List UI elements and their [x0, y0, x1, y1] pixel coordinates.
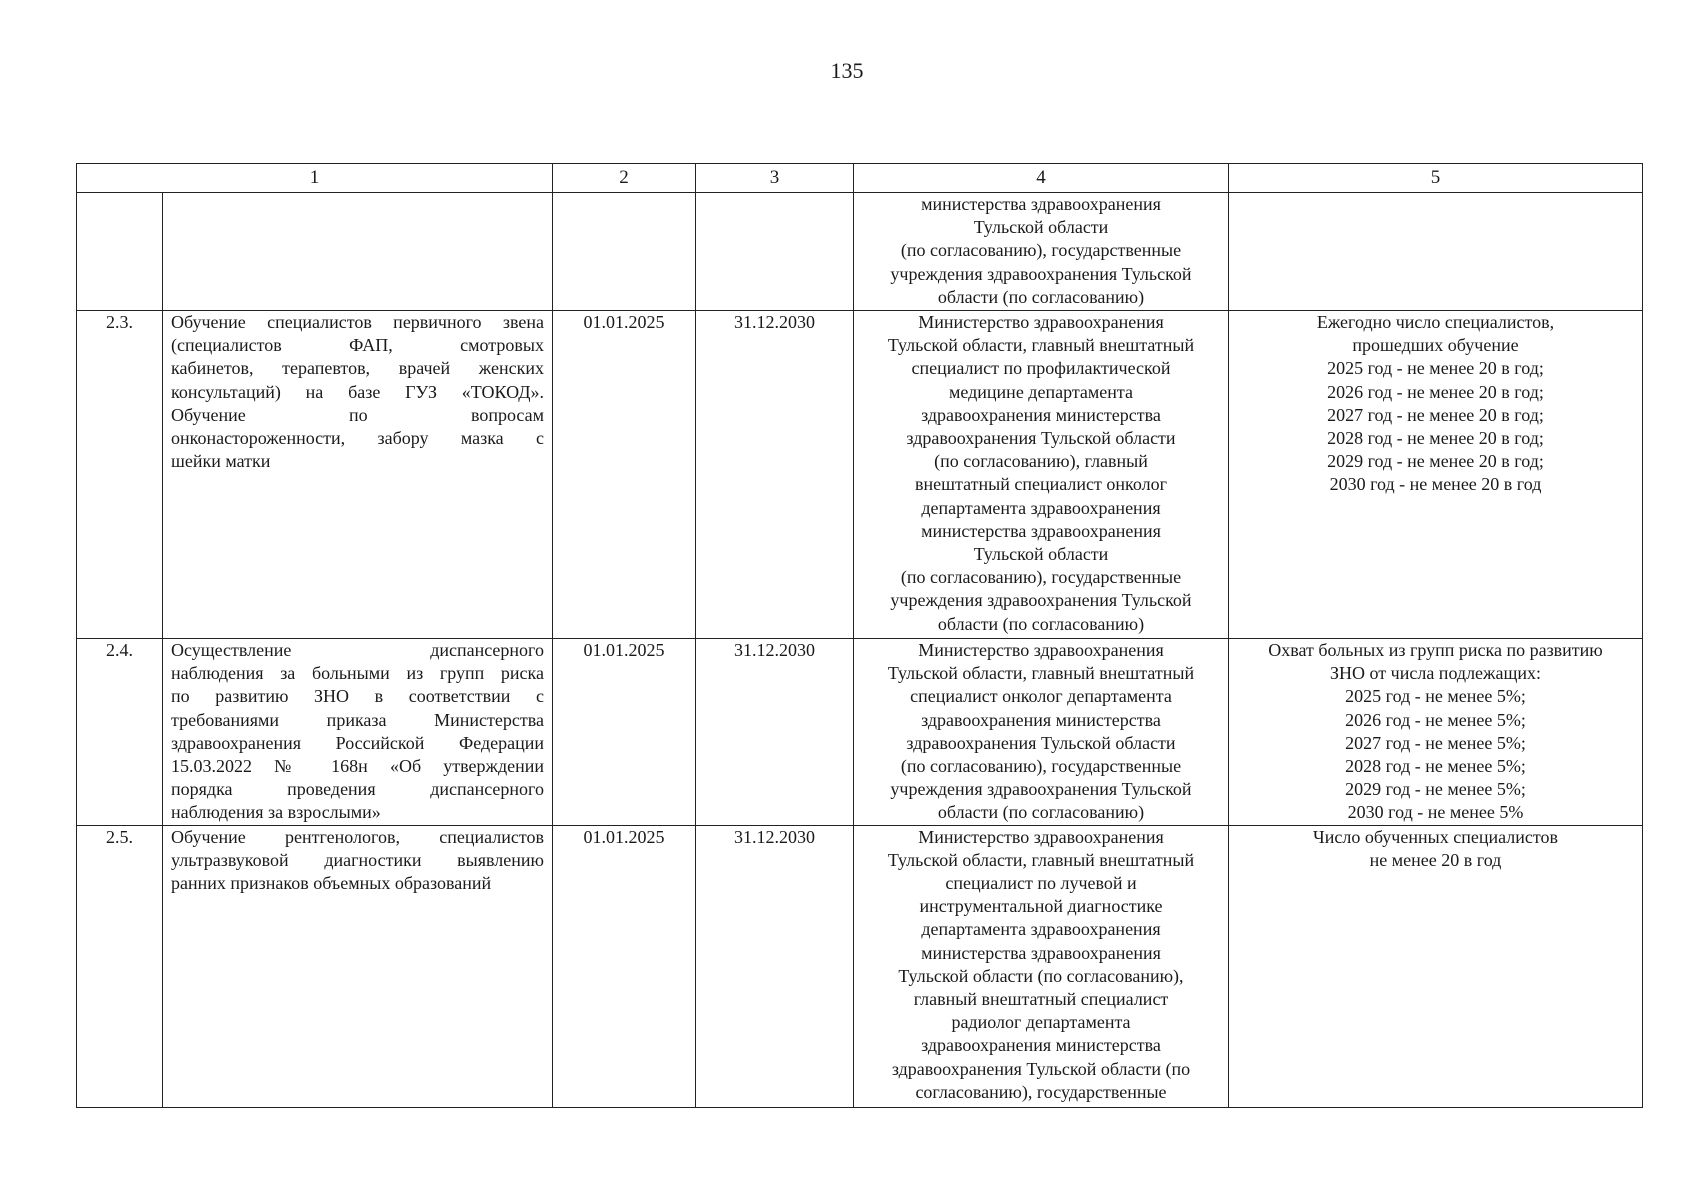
- expected-result-cell: [1229, 311, 1643, 639]
- text-line: (специалистов ФАП, смотровых: [171, 335, 544, 356]
- text-line: здравоохранения министерства: [921, 709, 1161, 730]
- executors-cell: [854, 311, 1229, 639]
- text-line: 2030 год - не менее 5%: [1347, 802, 1524, 823]
- text-line: 2025 год - не менее 20 в год;: [1327, 358, 1544, 379]
- text-line: Обучение специалистов первичного звена: [171, 312, 544, 332]
- text-line: специалист по лучевой и: [945, 873, 1137, 894]
- text-line: Министерство здравоохранения: [918, 312, 1164, 332]
- text-line: министерства здравоохранения: [921, 942, 1161, 963]
- text-line: радиолог департамента: [951, 1012, 1131, 1033]
- text-line: специалист онколог департамента: [910, 686, 1172, 707]
- cont-num-cell: [77, 193, 163, 311]
- table-row: [77, 639, 1643, 826]
- header-col-1: 1: [77, 164, 553, 193]
- executors-cell: [854, 825, 1229, 1107]
- text-line: здравоохранения министерства: [921, 1035, 1161, 1056]
- text-line: 2027 год - не менее 20 в год;: [1327, 404, 1544, 425]
- header-col-3: 3: [696, 164, 854, 193]
- cont-end-cell: [696, 193, 854, 311]
- text-line: здравоохранения Тульской области: [906, 428, 1176, 449]
- text-line: области (по согласованию): [937, 613, 1145, 634]
- text-line: требованиями приказа Министерства: [171, 709, 544, 730]
- measure-description-cell: [163, 825, 553, 1107]
- start-date-cell: 01.01.2025: [553, 311, 696, 639]
- cont-start-cell: [553, 193, 696, 311]
- text-line: Тульской области: [973, 544, 1109, 565]
- cont-desc-cell: [163, 193, 553, 311]
- text-line: 2029 год - не менее 20 в год;: [1327, 451, 1544, 472]
- text-line: шейки матки: [171, 451, 271, 472]
- text-line: ультразвуковой диагностики выявлению: [171, 849, 544, 870]
- text-line: министерства здравоохранения: [921, 194, 1161, 214]
- text-line: департамента здравоохранения: [921, 919, 1161, 940]
- text-line: инструментальной диагностике: [919, 896, 1163, 917]
- text-line: Тульской области, главный внештатный: [887, 335, 1195, 356]
- text-line: 15.03.2022 № 168н «Об утверждении: [171, 756, 544, 777]
- text-line: Обучение по вопросам: [171, 404, 544, 425]
- text-line: ранних признаков объемных образований: [171, 873, 492, 894]
- text-line: согласованию), государственные: [915, 1081, 1167, 1102]
- header-col-2: 2: [553, 164, 696, 193]
- end-date-cell: 31.12.2030: [696, 639, 854, 826]
- text-line: Осуществление диспансерного: [171, 640, 544, 660]
- measures-table: [76, 163, 1643, 1108]
- text-line: 2030 год - не менее 20 в год: [1329, 474, 1542, 495]
- text-line: не менее 20 в год: [1369, 849, 1502, 870]
- text-line: 2029 год - не менее 5%;: [1345, 779, 1526, 800]
- text-line: учреждения здравоохранения Тульской: [890, 779, 1192, 800]
- text-line: 2025 год - не менее 5%;: [1345, 686, 1526, 707]
- table-header-row: [77, 164, 1643, 193]
- measure-description-cell: [163, 639, 553, 826]
- text-line: Тульской области, главный внештатный: [887, 663, 1195, 684]
- text-line: 2028 год - не менее 20 в год;: [1327, 428, 1544, 449]
- text-line: внештатный специалист онколог: [915, 474, 1167, 495]
- text-line: учреждения здравоохранения Тульской: [890, 590, 1192, 611]
- cont-result-cell: [1229, 193, 1643, 311]
- text-line: здравоохранения Тульской области: [906, 732, 1176, 753]
- text-line: Число обученных специалистов: [1313, 826, 1558, 847]
- text-line: порядка проведения диспансерного: [171, 779, 544, 800]
- table-row: [77, 311, 1643, 639]
- text-line: кабинетов, терапевтов, врачей женских: [171, 358, 544, 379]
- text-line: специалист по профилактической: [911, 358, 1171, 379]
- cont-executor-cell: [854, 193, 1229, 311]
- text-line: здравоохранения Российской Федерации: [171, 732, 544, 753]
- start-date-cell: 01.01.2025: [553, 639, 696, 826]
- text-line: 2028 год - не менее 5%;: [1345, 756, 1526, 777]
- text-line: ЗНО от числа подлежащих:: [1330, 663, 1541, 684]
- text-line: области (по согласованию): [937, 286, 1145, 307]
- expected-result-cell: [1229, 825, 1643, 1107]
- text-line: главный внештатный специалист: [913, 989, 1169, 1010]
- row-number-cell: 2.3.: [77, 311, 163, 639]
- text-line: Ежегодно число специалистов,: [1316, 312, 1555, 332]
- text-line: наблюдения за взрослыми»: [171, 802, 381, 823]
- text-line: департамента здравоохранения: [921, 497, 1161, 518]
- text-line: Обучение рентгенологов, специалистов: [171, 826, 544, 847]
- text-line: здравоохранения министерства: [921, 404, 1161, 425]
- executors-cell: [854, 639, 1229, 826]
- text-line: учреждения здравоохранения Тульской: [890, 263, 1192, 284]
- header-col-4: 4: [854, 164, 1229, 193]
- text-line: (по согласованию), государственные: [900, 567, 1182, 588]
- continuation-row: [77, 193, 1643, 311]
- text-line: (по согласованию), государственные: [900, 240, 1182, 261]
- end-date-cell: 31.12.2030: [696, 311, 854, 639]
- page-number: 135: [830, 58, 864, 83]
- text-line: наблюдения за больными из групп риска: [171, 663, 544, 684]
- text-line: 2026 год - не менее 20 в год;: [1327, 381, 1544, 402]
- row-number-cell: 2.4.: [77, 639, 163, 826]
- table-row: [77, 825, 1643, 1107]
- text-line: Министерство здравоохранения: [918, 640, 1164, 660]
- text-line: здравоохранения Тульской области (по: [891, 1058, 1191, 1079]
- text-line: Министерство здравоохранения: [918, 826, 1164, 847]
- start-date-cell: 01.01.2025: [553, 825, 696, 1107]
- text-line: прошедших обучение: [1352, 335, 1519, 356]
- expected-result-cell: [1229, 639, 1643, 826]
- text-line: Охват больных из групп риска по развитию: [1268, 640, 1603, 660]
- text-line: консультаций) на базе ГУЗ «ТОКОД».: [171, 381, 544, 402]
- text-line: медицине департамента: [948, 381, 1134, 402]
- end-date-cell: 31.12.2030: [696, 825, 854, 1107]
- text-line: (по согласованию), государственные: [900, 756, 1182, 777]
- text-line: по развитию ЗНО в соответствии с: [171, 686, 544, 707]
- text-line: министерства здравоохранения: [921, 520, 1161, 541]
- text-line: Тульской области (по согласованию),: [898, 965, 1184, 986]
- measure-description-cell: [163, 311, 553, 639]
- text-line: 2027 год - не менее 5%;: [1345, 732, 1526, 753]
- text-line: Тульской области: [973, 217, 1109, 238]
- row-number-cell: 2.5.: [77, 825, 163, 1107]
- text-line: онконастороженности, забору мазка с: [171, 428, 544, 449]
- text-line: Тульской области, главный внештатный: [887, 849, 1195, 870]
- text-line: области (по согласованию): [937, 802, 1145, 823]
- text-line: (по согласованию), главный: [934, 451, 1148, 472]
- text-line: 2026 год - не менее 5%;: [1345, 709, 1526, 730]
- header-col-5: 5: [1229, 164, 1643, 193]
